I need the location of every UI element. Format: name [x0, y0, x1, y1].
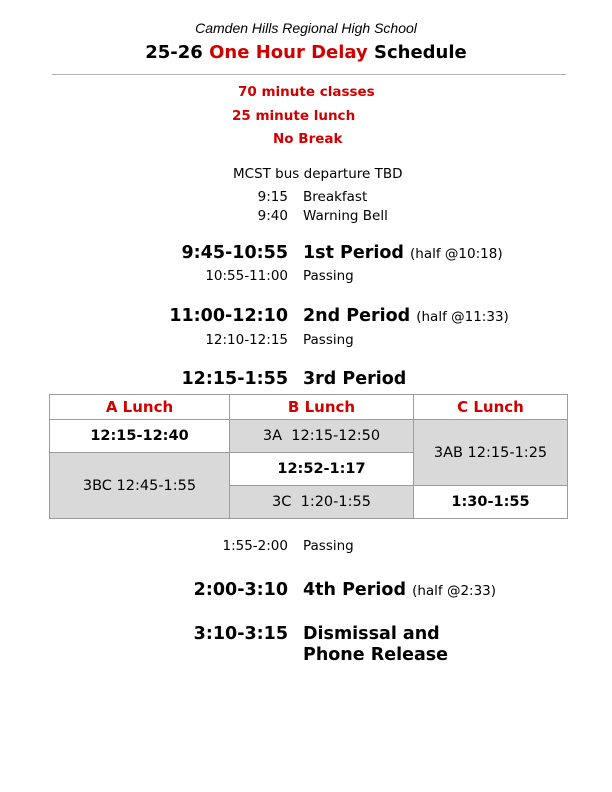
period-2-row: [303, 306, 509, 326]
passing-1-label: Passing: [303, 268, 354, 284]
period-4-label: 4th Period: [303, 580, 406, 600]
warning-bell-label: Warning Bell: [303, 208, 388, 224]
passing-3-time: 1:55-2:00: [222, 538, 288, 554]
table-row: [50, 420, 568, 453]
passing-1-time: 10:55-11:00: [205, 268, 288, 284]
c-class-3ab: 3AB 12:15-1:25: [414, 420, 568, 486]
header-c-lunch: C Lunch: [414, 395, 568, 420]
lunch-table-header: [50, 395, 568, 420]
b-lunch-time: 12:52-1:17: [230, 453, 414, 486]
passing-2-label: Passing: [303, 332, 354, 348]
school-name: Camden Hills Regional High School: [195, 20, 417, 36]
a-class-3bc: 3BC 12:45-1:55: [50, 453, 230, 519]
period-1-time: 9:45-10:55: [181, 243, 288, 263]
period-3-time: 12:15-1:55: [181, 369, 288, 389]
bus-note: MCST bus departure TBD: [233, 166, 403, 182]
note-break: No Break: [273, 131, 343, 147]
b-class-3c: 3C 1:20-1:55: [230, 486, 414, 519]
period-1-half: (half @10:18): [410, 246, 503, 262]
lunch-table: [49, 394, 568, 519]
c-lunch-time: 1:30-1:55: [414, 486, 568, 519]
breakfast-time: 9:15: [257, 189, 288, 205]
note-class-length: 70 minute classes: [238, 84, 375, 100]
title-year: 25-26: [145, 42, 203, 63]
dismissal-time: 3:10-3:15: [193, 624, 288, 644]
dismissal-label-line1: Dismissal and: [303, 624, 440, 644]
period-2-half: (half @11:33): [416, 309, 509, 325]
divider: [52, 74, 566, 75]
period-4-half: (half @2:33): [412, 583, 497, 599]
period-4-time: 2:00-3:10: [193, 580, 288, 600]
period-4-row: [303, 580, 496, 600]
passing-2-time: 12:10-12:15: [205, 332, 288, 348]
period-1-row: [303, 243, 503, 263]
period-1-label: 1st Period: [303, 243, 404, 263]
period-3-label: 3rd Period: [303, 369, 407, 389]
header-a-lunch: A Lunch: [50, 395, 230, 420]
a-lunch-time: 12:15-12:40: [50, 420, 230, 453]
breakfast-label: Breakfast: [303, 189, 368, 205]
title-highlight: One Hour Delay: [209, 42, 368, 63]
warning-bell-time: 9:40: [257, 208, 288, 224]
passing-3-label: Passing: [303, 538, 354, 554]
header-b-lunch: B Lunch: [230, 395, 414, 420]
page-title: [0, 42, 612, 63]
dismissal-label-line2: Phone Release: [303, 645, 449, 665]
b-class-3a: 3A 12:15-12:50: [230, 420, 414, 453]
period-2-time: 11:00-12:10: [169, 306, 288, 326]
title-suffix: Schedule: [374, 42, 467, 63]
note-lunch-length: 25 minute lunch: [232, 108, 356, 124]
period-2-label: 2nd Period: [303, 306, 411, 326]
